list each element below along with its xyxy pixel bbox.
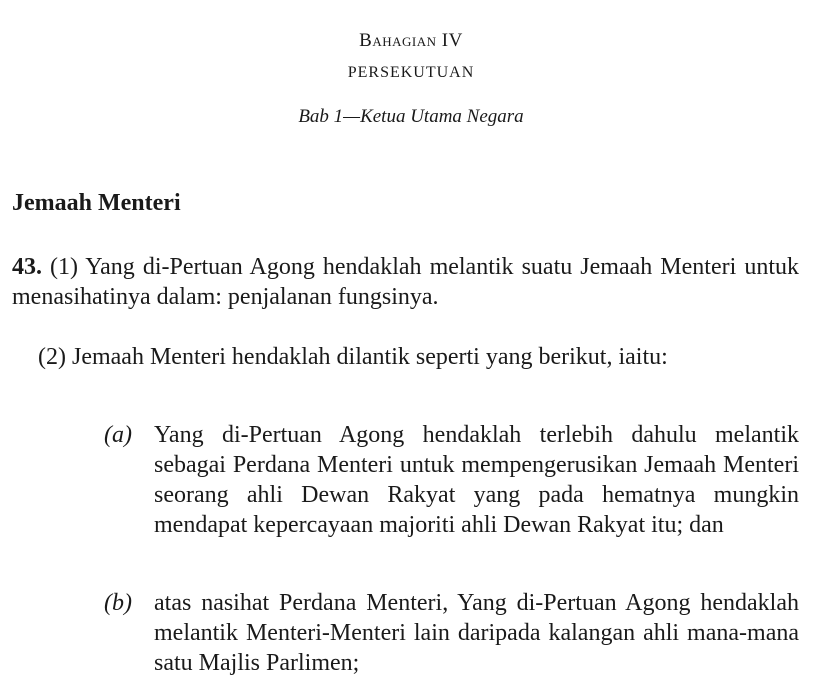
clause-1-text: (1) Yang di-Pertuan Agong hendaklah melantik suatu Jemaah Menteri untuk menasihatinya dalam: penjalanan fungsinya. (12, 254, 799, 310)
list-item-a (104, 420, 799, 540)
article-number: 43. (12, 254, 42, 280)
article-clause-2: (2) Jemaah Menteri hendaklah dilantik seperti yang berikut, iaitu: (38, 344, 668, 370)
part-numeral: IV (441, 30, 463, 51)
item-b-text: atas nasihat Perdana Menteri, Yang di-Pertuan Agong hendaklah melantik Menteri-Menteri lain daripada kalangan ahli mana-mana satu Majlis Parlimen; (154, 590, 799, 676)
chapter-title: Bab 1—Ketua Utama Negara (298, 106, 524, 127)
section-heading: Jemaah Menteri (12, 190, 181, 216)
article-clause-1 (12, 252, 799, 312)
part-name: PERSEKUTUAN (347, 64, 475, 81)
item-b-label: (b) (104, 590, 132, 616)
item-a-label: (a) (104, 422, 132, 448)
part-word: Bahagian (359, 30, 437, 51)
part-label (0, 30, 822, 52)
item-a-text: Yang di-Pertuan Agong hendaklah terlebih dahulu melantik sebagai Perdana Menteri untuk mempengerusikan Jemaah Menteri seorang ahli Dewan Rakyat yang pada hematnya mungkin mendapat kepercayaan majoriti ahli Dewan Rakyat itu; dan (154, 422, 799, 538)
list-item-b (104, 588, 799, 678)
